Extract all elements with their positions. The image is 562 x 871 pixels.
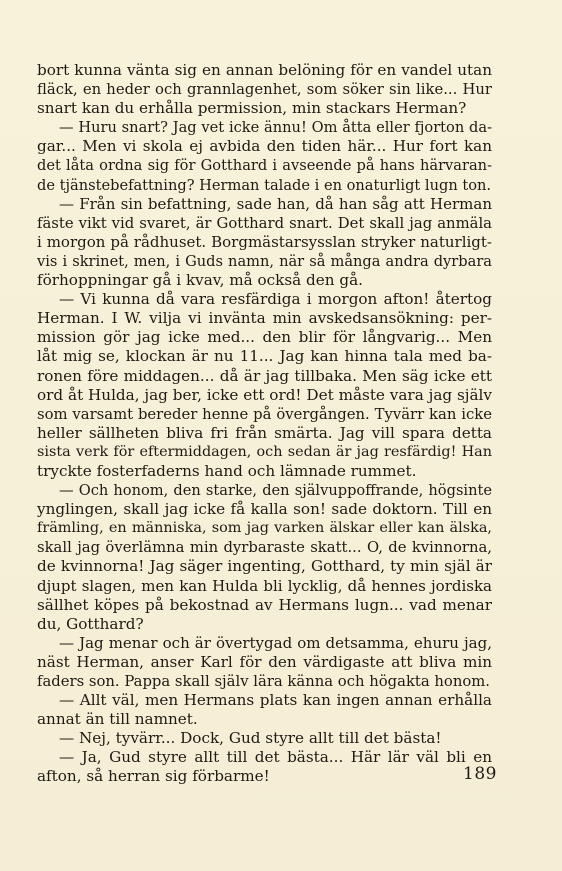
body-text — [37, 61, 492, 787]
text-line: afton, så herran sig förbarme! — [37, 767, 270, 786]
text-line: ynglingen, skall jag icke få kalla son! sade doktorn. Till en — [37, 500, 492, 519]
text-line: gar... Men vi skola ej avbida den tiden här... Hur fort kan — [37, 137, 492, 156]
text-line: — Och honom, den starke, den självuppoffrande, högsinte — [59, 482, 492, 500]
text-line: ord åt Hulda, jag ber, icke ett ord! Det måste vara jag själv — [37, 385, 492, 404]
text-line: heller sällheten bliva fri från smärta. Jag vill spara detta — [37, 423, 492, 442]
text-line: fläck, en heder och grannlagenhet, som söker sin like... Hur — [37, 81, 492, 99]
text-line: sista verk för eftermiddagen, och sedan är jag resfärdig! Han — [37, 443, 492, 460]
text-line: ronen före middagen... då är jag tillbaka. Men säg icke ett — [37, 366, 492, 385]
text-line: vis i skrinet, men, i Guds namn, när så många andra dyrbara — [37, 252, 492, 270]
text-line: tryckte fosterfaderns hand och lämnade rummet. — [37, 461, 417, 480]
text-line: bort kunna vänta sig en annan belöning för en vandel utan — [37, 61, 492, 79]
text-line: de kvinnorna! Jag säger ingenting, Gotthard, ty min själ är — [37, 557, 492, 576]
text-line: — Nej, tyvärr... Dock, Gud styre allt till det bästa! — [59, 729, 442, 748]
text-line: låt mig se, klockan är nu 11... Jag kan hinna tala med ba- — [37, 347, 492, 366]
text-line: förhoppningar gå i kvav, må också den gå. — [37, 271, 363, 290]
text-line: i morgon på rådhuset. Borgmästarsysslan stryker naturligt- — [37, 232, 492, 251]
text-line: faders son. Pappa skall själv lära känna och högakta honom. — [37, 673, 491, 690]
page-number: 189 — [463, 764, 497, 784]
text-line: djupt slagen, men kan Hulda bli lycklig, då hennes jordiska — [37, 576, 492, 595]
text-line: fäste vikt vid svaret, är Gotthard snart. Det skall jag anmäla — [37, 214, 492, 232]
text-line: mission gör jag icke med... den blir för långvarig... Men — [37, 328, 492, 347]
text-line: — Jag menar och är övertygad om detsamma, ehuru jag, — [59, 633, 492, 652]
text-line: det låta ordna sig för Gotthard i avseende på hans härvaran- — [37, 157, 492, 175]
text-line: — Från sin befattning, sade han, då han såg att Herman — [59, 194, 492, 213]
text-line: som varsamt bereder henne på övergången. Tyvärr kan icke — [37, 405, 492, 423]
text-line: du, Gotthard? — [37, 614, 144, 633]
text-line: snart kan du erhålla permission, min stackars Herman? — [37, 99, 467, 118]
text-line: näst Herman, anser Karl för den värdigaste att bliva min — [37, 652, 492, 671]
text-line: annat än till namnet. — [37, 710, 198, 729]
text-line: skall jag överlämna min dyrbaraste skatt... O, de kvinnorna, — [37, 539, 492, 557]
text-line: främling, en människa, som jag varken älskar eller kan älska, — [37, 520, 492, 537]
text-line: Herman. I W. vilja vi invänta min avskedsansökning: per- — [37, 309, 492, 328]
text-line: — Huru snart? Jag vet icke ännu! Om åtta eller fjorton da- — [59, 119, 492, 137]
text-line: de tjänstebefattning? Herman talade i en onaturligt lugn ton. — [37, 176, 492, 194]
text-line: — Allt väl, men Hermans plats kan ingen annan erhålla — [59, 691, 492, 710]
text-line: — Vi kunna då vara resfärdiga i morgon afton! återtog — [59, 290, 492, 309]
text-line: sällhet köpes på bekostnad av Hermans lugn... vad menar — [37, 595, 492, 614]
text-line: — Ja, Gud styre allt till det bästa... Här lär väl bli en — [59, 748, 492, 767]
